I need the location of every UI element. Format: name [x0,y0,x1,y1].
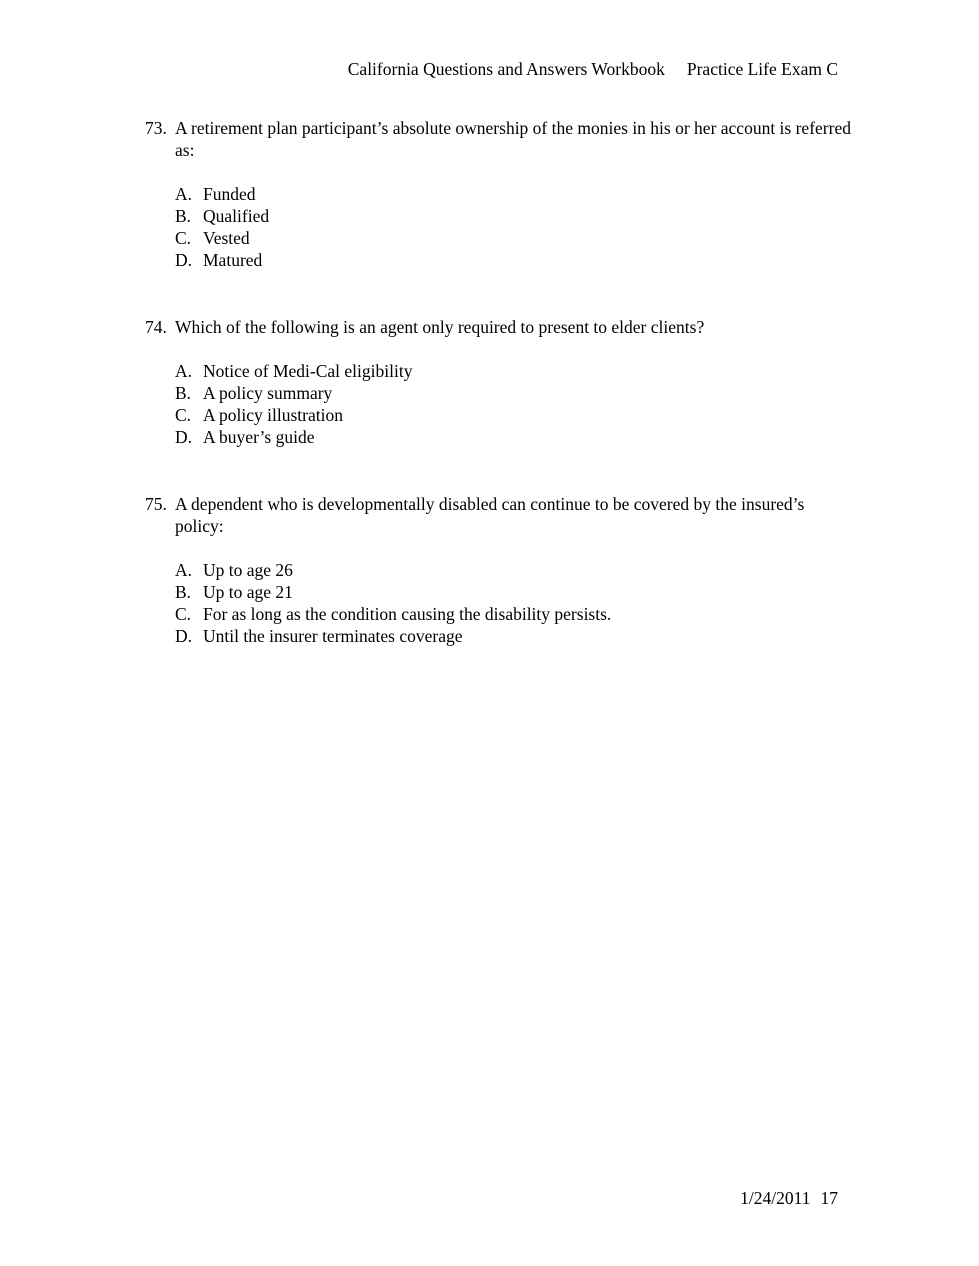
question-stem [145,117,859,161]
page-footer [740,1187,838,1209]
option-text: A buyer’s guide [203,427,315,447]
option-text: Notice of Medi-Cal eligibility [203,361,413,381]
options-list [175,183,859,271]
option-text: Vested [203,228,250,248]
option [175,360,859,382]
question-74 [145,316,859,448]
footer-date: 1/24/2011 [740,1188,811,1208]
header-exam-title: Practice Life Exam C [686,59,838,79]
option-letter: B. [175,582,192,602]
question-73 [145,117,859,271]
option-letter: C. [175,228,192,248]
page-header [348,58,838,80]
header-workbook-title: California Questions and Answers Workbook [347,59,665,79]
option-letter: A. [175,560,193,580]
option-text: Up to age 21 [203,582,293,602]
option [175,227,859,249]
option-text: Matured [203,250,263,270]
question-number: 73. [145,118,167,138]
option-text: A policy summary [203,383,333,403]
option-letter: D. [175,427,193,447]
option-letter: D. [175,626,193,646]
option-text: A policy illustration [203,405,343,425]
option-letter: B. [175,206,192,226]
option [175,249,859,271]
option [175,625,859,647]
option [175,603,859,625]
question-75 [145,493,859,647]
option-text: Funded [203,184,256,204]
option [175,559,859,581]
question-number: 74. [145,317,167,337]
options-list [175,360,859,448]
question-stem [145,493,859,537]
question-text: Which of the following is an agent only required to present to elder clients? [175,317,705,337]
question-number: 75. [145,494,167,514]
option [175,404,859,426]
option-text: Up to age 26 [203,560,293,580]
option [175,581,859,603]
question-stem [145,316,859,338]
option [175,382,859,404]
option-letter: D. [175,250,193,270]
footer-page-number: 17 [820,1188,838,1208]
option-text: Until the insurer terminates coverage [203,626,463,646]
option [175,205,859,227]
option-letter: A. [175,361,193,381]
option-text: For as long as the condition causing the disability persists. [203,604,612,624]
option-letter: B. [175,383,192,403]
option-letter: A. [175,184,193,204]
question-text: A dependent who is developmentally disabled can continue to be covered by the insured’s policy: [175,494,805,536]
questions-section [145,117,859,692]
options-list [175,559,859,647]
option-letter: C. [175,405,192,425]
question-text: A retirement plan participant’s absolute ownership of the monies in his or her account is referred as: [175,118,851,160]
option [175,426,859,448]
option [175,183,859,205]
option-text: Qualified [203,206,270,226]
option-letter: C. [175,604,192,624]
